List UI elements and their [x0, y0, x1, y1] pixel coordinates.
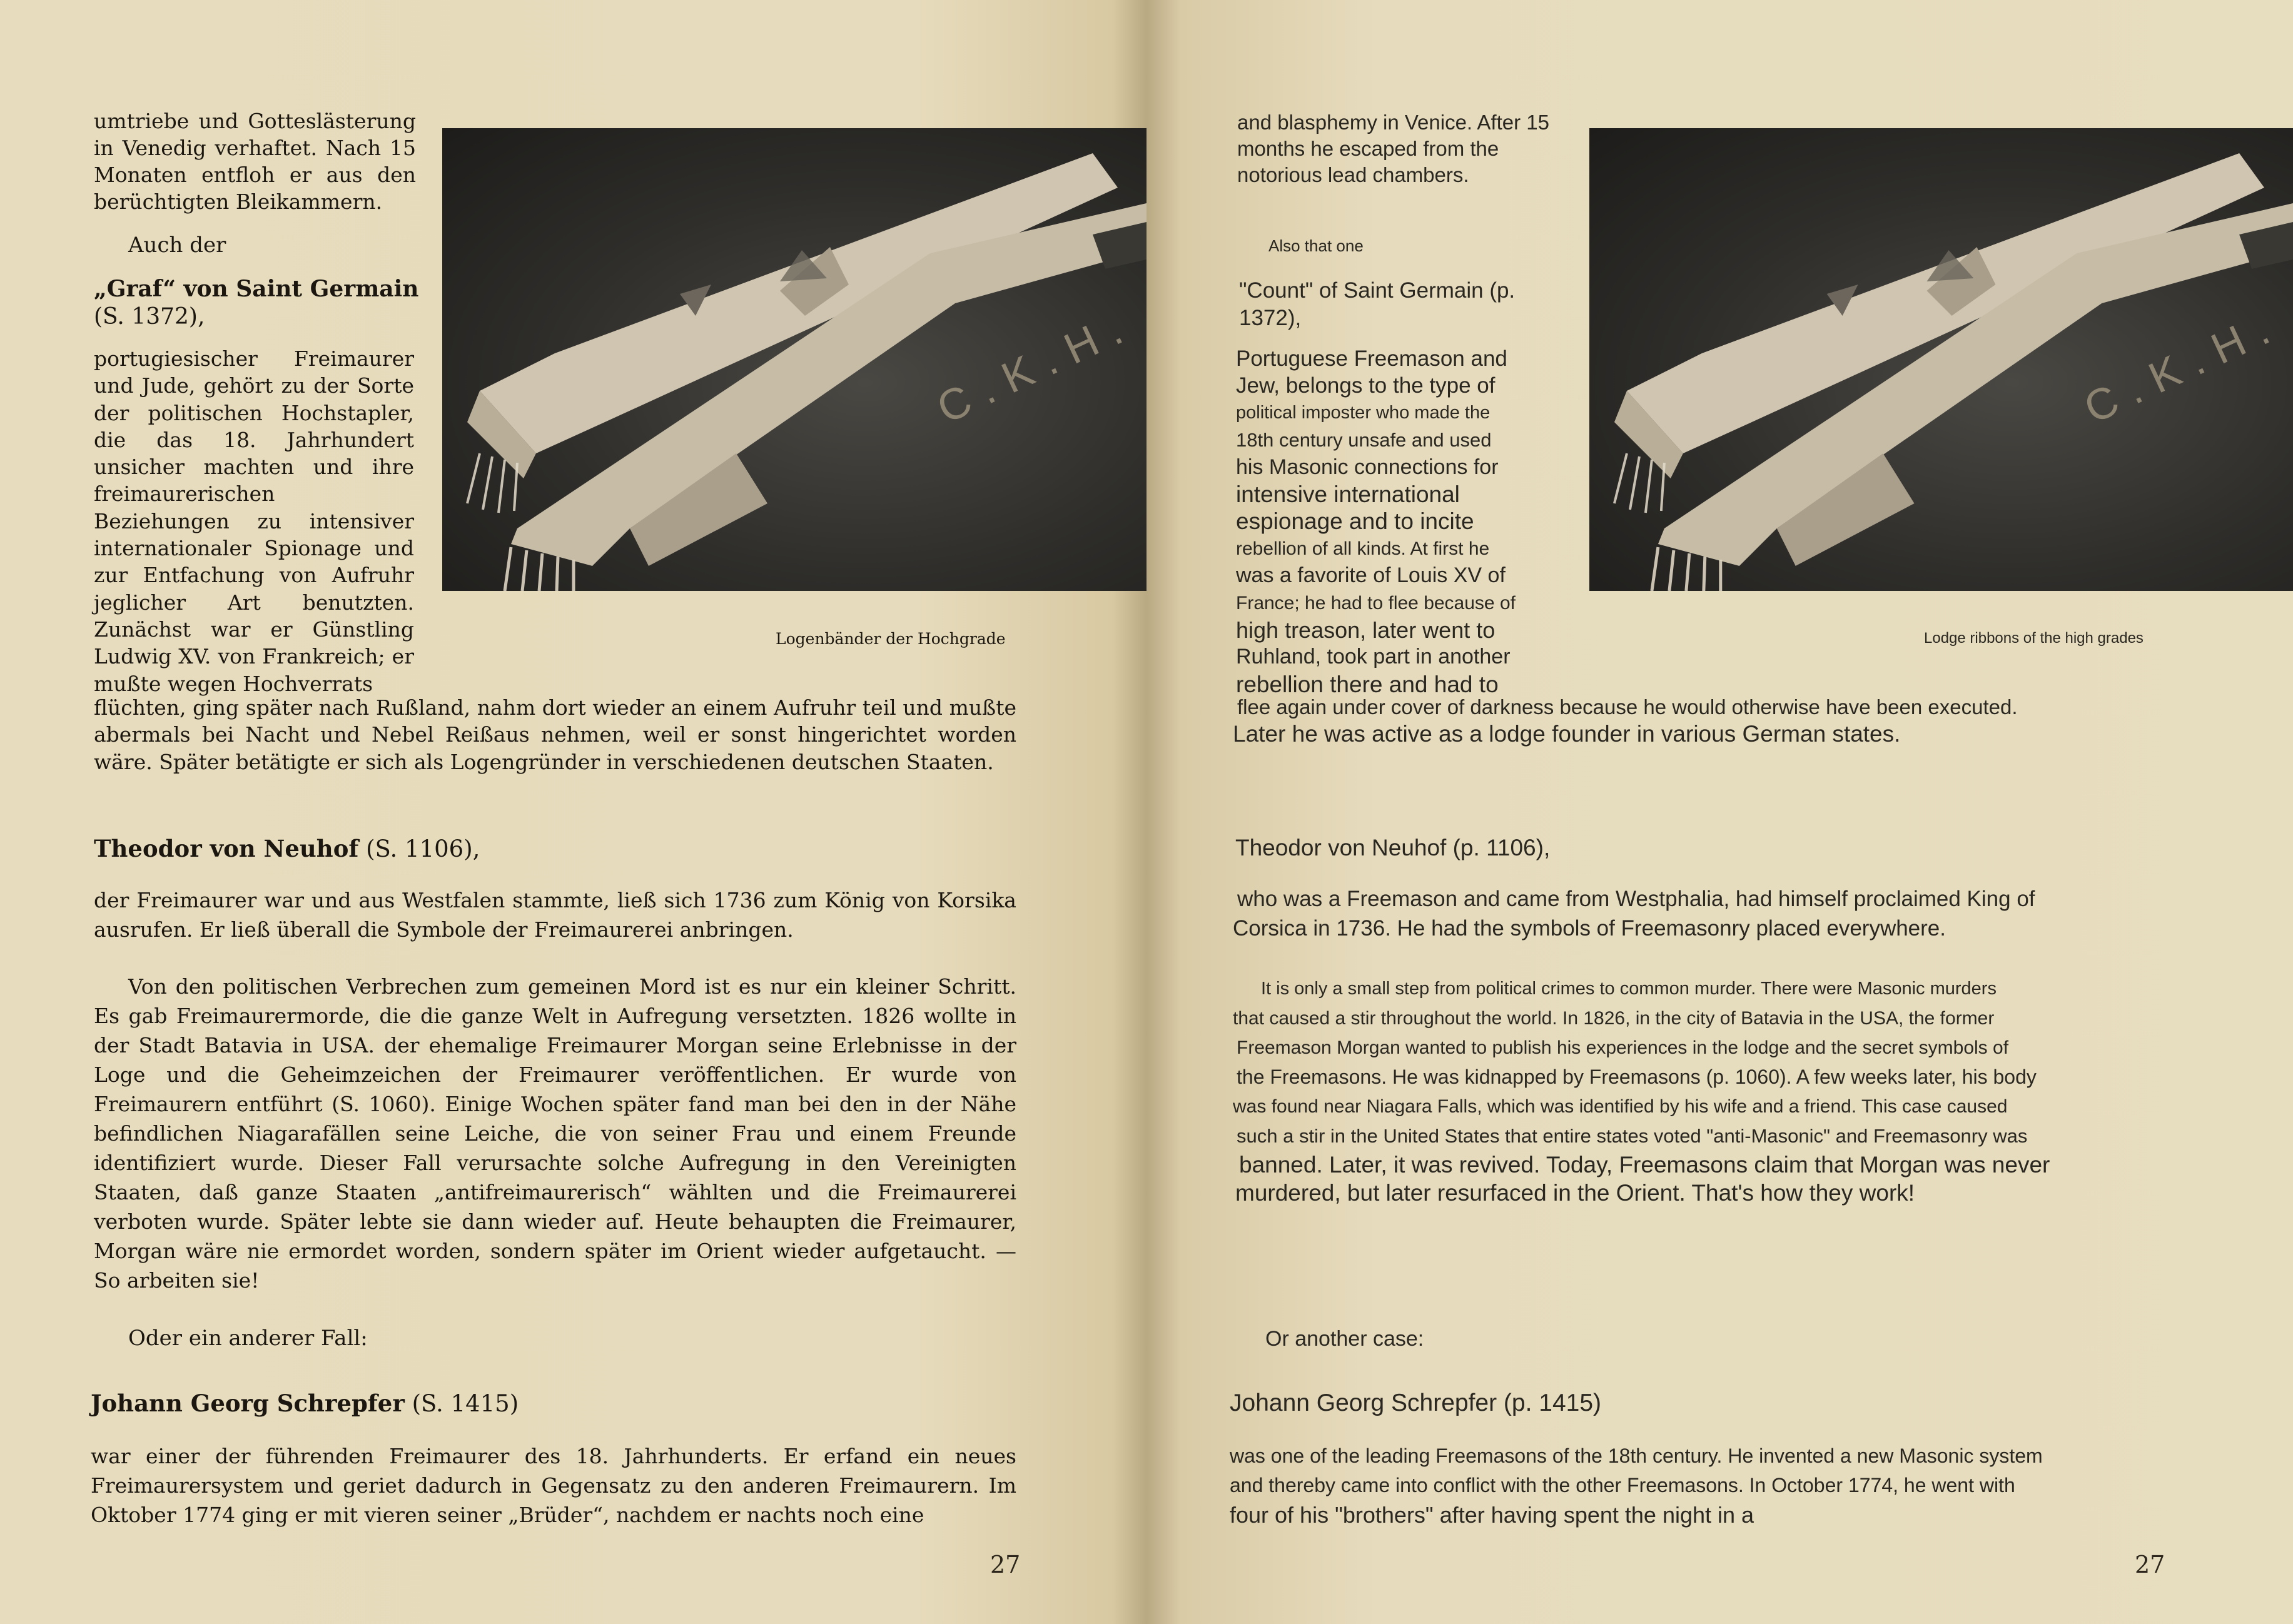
- right-body-morgan-line: Freemason Morgan wanted to publish his experiences in the lodge and the secret symbols of: [1237, 1037, 2009, 1058]
- right-body-schrepfer-line: four of his "brothers" after having spent the night in a: [1230, 1502, 1754, 1528]
- right-body-narrow-line: intensive international: [1236, 482, 1460, 508]
- right-body-narrow-line: rebellion there and had to: [1236, 671, 1499, 697]
- right-body-schrepfer-line: was one of the leading Freemasons of the 18th century. He invented a new Masonic system: [1230, 1445, 2043, 1467]
- right-body-narrow-line: France; he had to flee because of: [1236, 592, 1516, 613]
- left-heading-schrepfer-ref: (S. 1415): [412, 1390, 519, 1417]
- left-body-neuhof: der Freimaurer war und aus Westfalen stammte, ließ sich 1736 zum König von Korsika ausrufen. Er ließ überall die Symbole der Freimaurerei anbringen.: [94, 888, 1016, 942]
- right-caption: Lodge ribbons of the high grades: [1924, 630, 2144, 647]
- right-body-narrow-line: Jew, belongs to the type of: [1236, 373, 1496, 398]
- right-other-case: Or another case:: [1265, 1327, 1424, 1351]
- left-also-line: Auch der: [128, 233, 226, 258]
- left-heading-saint-germain: [94, 275, 419, 331]
- right-body-neuhof-b: Corsica in 1736. He had the symbols of Freemasonry placed everywhere.: [1233, 916, 1946, 941]
- left-heading-schrepfer: [91, 1389, 519, 1417]
- right-body-neuhof-a: who was a Freemason and came from Westphalia, had himself proclaimed King of: [1237, 887, 2035, 911]
- left-heading-neuhof-ref: (S. 1106),: [366, 835, 480, 862]
- lodge-ribbons-photo: [442, 128, 1146, 591]
- right-body-narrow: [1236, 345, 1561, 698]
- right-body-narrow-line: espionage and to incite: [1236, 508, 1474, 535]
- left-intro-text: umtriebe und Gotteslästerung in Venedig verhaftet. Nach 15 Monaten entfloh er aus den berüchtigten Bleikammern.: [94, 109, 416, 214]
- left-heading-neuhof-name: Theodor von Neuhof: [94, 835, 359, 862]
- left-body-morgan: Von den politischen Verbrechen zum gemeinen Mord ist es nur ein kleiner Schritt. Es gab Freimaurermorde, die die ganze Welt in Aufregung versetzten. 1826 wollte in der Stadt Batavia in USA. der ehemalige Freimaurer Morgan seine Erlebnisse in der Loge und die Geheimzeichen der Freimaurer veröffentlichen. Er wurde von Freimaurern entführt (S. 1060). Einige Wochen später fand man bei den in der Nähe befindlichen Niagarafällen seine Leiche, die von seiner Frau und einem Freunde identifiziert wurde. Dieser Fall verursachte solche Aufregung in den Vereinigten Staaten, daß ganze Staaten „antifreimaurerisch“ wählten und die Freimaurerei verboten wurde. Später lebte sie dann wieder auf. Heute behaupten die Freimaurer, Morgan wäre nie ermordet worden, sondern später im Orient wieder aufgetaucht. — So arbeiten sie!: [94, 974, 1016, 1293]
- right-body-narrow-line: 18th century unsafe and used: [1236, 429, 1492, 451]
- right-body-morgan-line: the Freemasons. He was kidnapped by Freemasons (p. 1060). A few weeks later, his body: [1237, 1066, 2037, 1088]
- right-body-wide-b: Later he was active as a lodge founder in various German states.: [1233, 721, 1901, 747]
- ribbon-lettering-right: C.K.H.: [2077, 299, 2289, 433]
- lodge-ribbons-photo-right: [1589, 128, 2293, 591]
- right-body-morgan-line: banned. Later, it was revived. Today, Freemasons claim that Morgan was never: [1239, 1152, 2050, 1178]
- right-body-narrow-line: political imposter who made the: [1236, 402, 1491, 423]
- left-page-number: 27: [990, 1551, 1021, 1578]
- right-body-narrow-line: high treason, later went to: [1236, 617, 1496, 643]
- right-body-narrow-line: his Masonic connections for: [1236, 455, 1499, 479]
- right-body-wide-a: flee again under cover of darkness because he would otherwise have been executed.: [1237, 695, 2018, 719]
- left-body-narrow: portugiesischer Freimaurer und Jude, gehört zu der Sorte der politischen Hochstapler, die das 18. Jahrhundert unsicher machten und ihre freimaurerischen Beziehungen zu intensiver internationaler Spionage und zur Entfachung von Aufruhr jeglicher Art benutzten. Zunächst war er Günstling Ludwig XV. von Frankreich; er mußte wegen Hochverrats: [94, 346, 414, 696]
- right-body-schrepfer-line: and thereby came into conflict with the other Freemasons. In October 1774, he went with: [1230, 1474, 2015, 1496]
- left-body-wide: flüchten, ging später nach Rußland, nahm dort wieder an einem Aufruhr teil und mußte abermals bei Nacht und Nebel Reißaus nehmen, weil er sonst hingerichtet worden wäre. Später betätigte er sich als Logengründer in verschiedenen deutschen Staaten.: [94, 695, 1016, 774]
- ribbon-lettering: C.K.H.: [929, 299, 1142, 433]
- right-heading-neuhof: Theodor von Neuhof (p. 1106),: [1235, 835, 1551, 860]
- right-intro-text: and blasphemy in Venice. After 15 months he escaped from the notorious lead chambers.: [1237, 111, 1549, 186]
- right-page: [1146, 0, 2293, 1624]
- right-heading-saint-germain: "Count" of Saint Germain (p. 1372),: [1239, 278, 1516, 330]
- right-body-narrow-line: was a favorite of Louis XV of: [1236, 563, 1506, 588]
- left-caption: Logenbänder der Hochgrade: [776, 630, 1006, 648]
- right-body-morgan-line: It is only a small step from political crimes to common murder. There were Masonic murders: [1261, 979, 1997, 999]
- right-body-morgan-line: murdered, but later resurfaced in the Orient. That's how they work!: [1235, 1180, 1915, 1206]
- right-body-morgan-line: such a stir in the United States that entire states voted "anti-Masonic" and Freemasonry was: [1237, 1125, 2028, 1147]
- right-also-line: Also that one: [1268, 236, 1364, 255]
- right-body-narrow-line: Ruhland, took part in another: [1236, 645, 1511, 669]
- left-other-case: Oder ein anderer Fall:: [128, 1326, 368, 1351]
- left-heading-neuhof: [94, 835, 480, 862]
- right-body-narrow-line: Portuguese Freemason and: [1236, 346, 1507, 371]
- left-heading-schrepfer-name: Johann Georg Schrepfer: [91, 1389, 405, 1417]
- right-page-number: 27: [2135, 1551, 2165, 1578]
- right-body-narrow-line: rebellion of all kinds. At first he: [1236, 538, 1490, 559]
- left-heading-saint-germain-name: „Graf“ von Saint Germain: [94, 276, 419, 302]
- right-body-schrepfer: [1230, 1441, 2168, 1530]
- left-body-schrepfer: war einer der führenden Freimaurer des 18. Jahrhunderts. Er erfand ein neues Freimaurersystem und geriet dadurch in Gegensatz zu den anderen Freimaurern. Im Oktober 1774 ging er mit vieren seiner „Brüder“, nachdem er nachts noch eine: [91, 1444, 1016, 1527]
- right-body-morgan-line: was found near Niagara Falls, which was identified by his wife and a friend. This case caused: [1233, 1096, 2008, 1117]
- right-body-morgan: [1233, 974, 2171, 1207]
- right-body-morgan-line: that caused a stir throughout the world. In 1826, in the city of Batavia in the USA, the former: [1233, 1008, 1995, 1029]
- left-page: [0, 0, 1146, 1624]
- right-heading-schrepfer: Johann Georg Schrepfer (p. 1415): [1230, 1389, 1602, 1416]
- left-heading-saint-germain-ref: (S. 1372),: [94, 304, 205, 330]
